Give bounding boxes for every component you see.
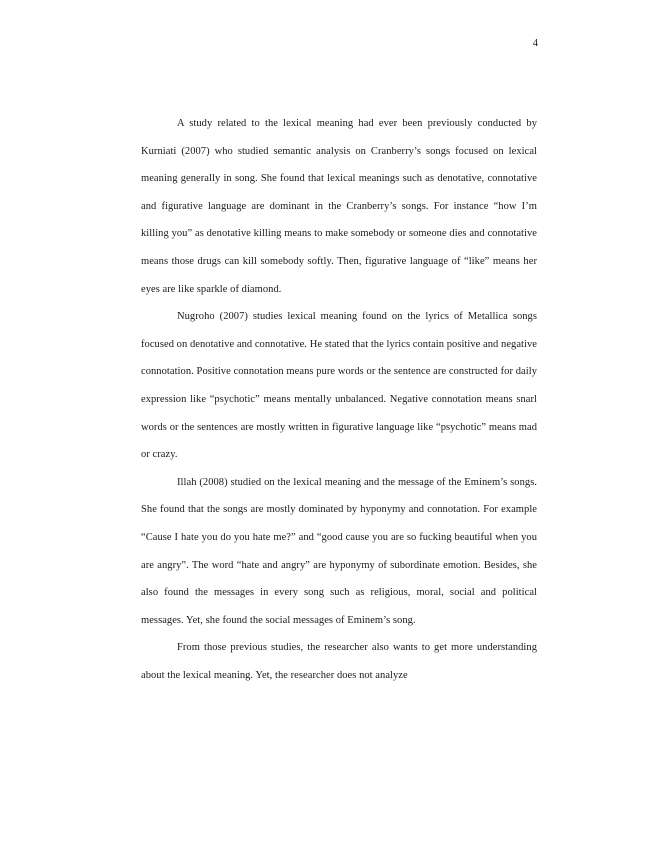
paragraph-kurniati: A study related to the lexical meaning had ever been previously conducted by Kurniati (2007) who studied semantic analysis on Cranberry’s songs focused on lexical meaning generally in song. She found that lexical meanings such as denotative, connotative and figurative language are dominant in the Cranberry’s songs. For instance “how I’m killing you” as denotative killing means to make somebody or someone dies and connotative means those drugs can kill somebody softly. Then, figurative language of “like” means her eyes are like sparkle of diamond.: [141, 118, 537, 295]
paragraph-nugroho: Nugroho (2007) studies lexical meaning found on the lyrics of Metallica songs focused on denotative and connotative. He stated that the lyrics contain positive and negative connotation. Positive connotation means pure words or the sentence are constructed for daily expression like “psychotic” means mentally unbalanced. Negative connotation means snarl words or the sentences are mostly written in figurative language like “psychotic” means mad or crazy.: [141, 311, 537, 461]
paragraph-previous-studies: From those previous studies, the researcher also wants to get more understanding about the lexical meaning. Yet, the researcher does not analyze: [141, 642, 537, 681]
page-number: 4: [532, 38, 538, 49]
body-text: [141, 110, 537, 689]
paragraph-illah: Illah (2008) studied on the lexical meaning and the message of the Eminem’s songs. She found that the songs are mostly dominated by hyponymy and connotation. For example “Cause I hate you do you hate me?” and “good cause you are so fucking beautiful when you are angry”. The word “hate and angry” are hyponymy of subordinate emotion. Besides, she also found the messages in every song such as religious, moral, social and political messages. Yet, she found the social messages of Eminem’s song.: [141, 476, 537, 626]
